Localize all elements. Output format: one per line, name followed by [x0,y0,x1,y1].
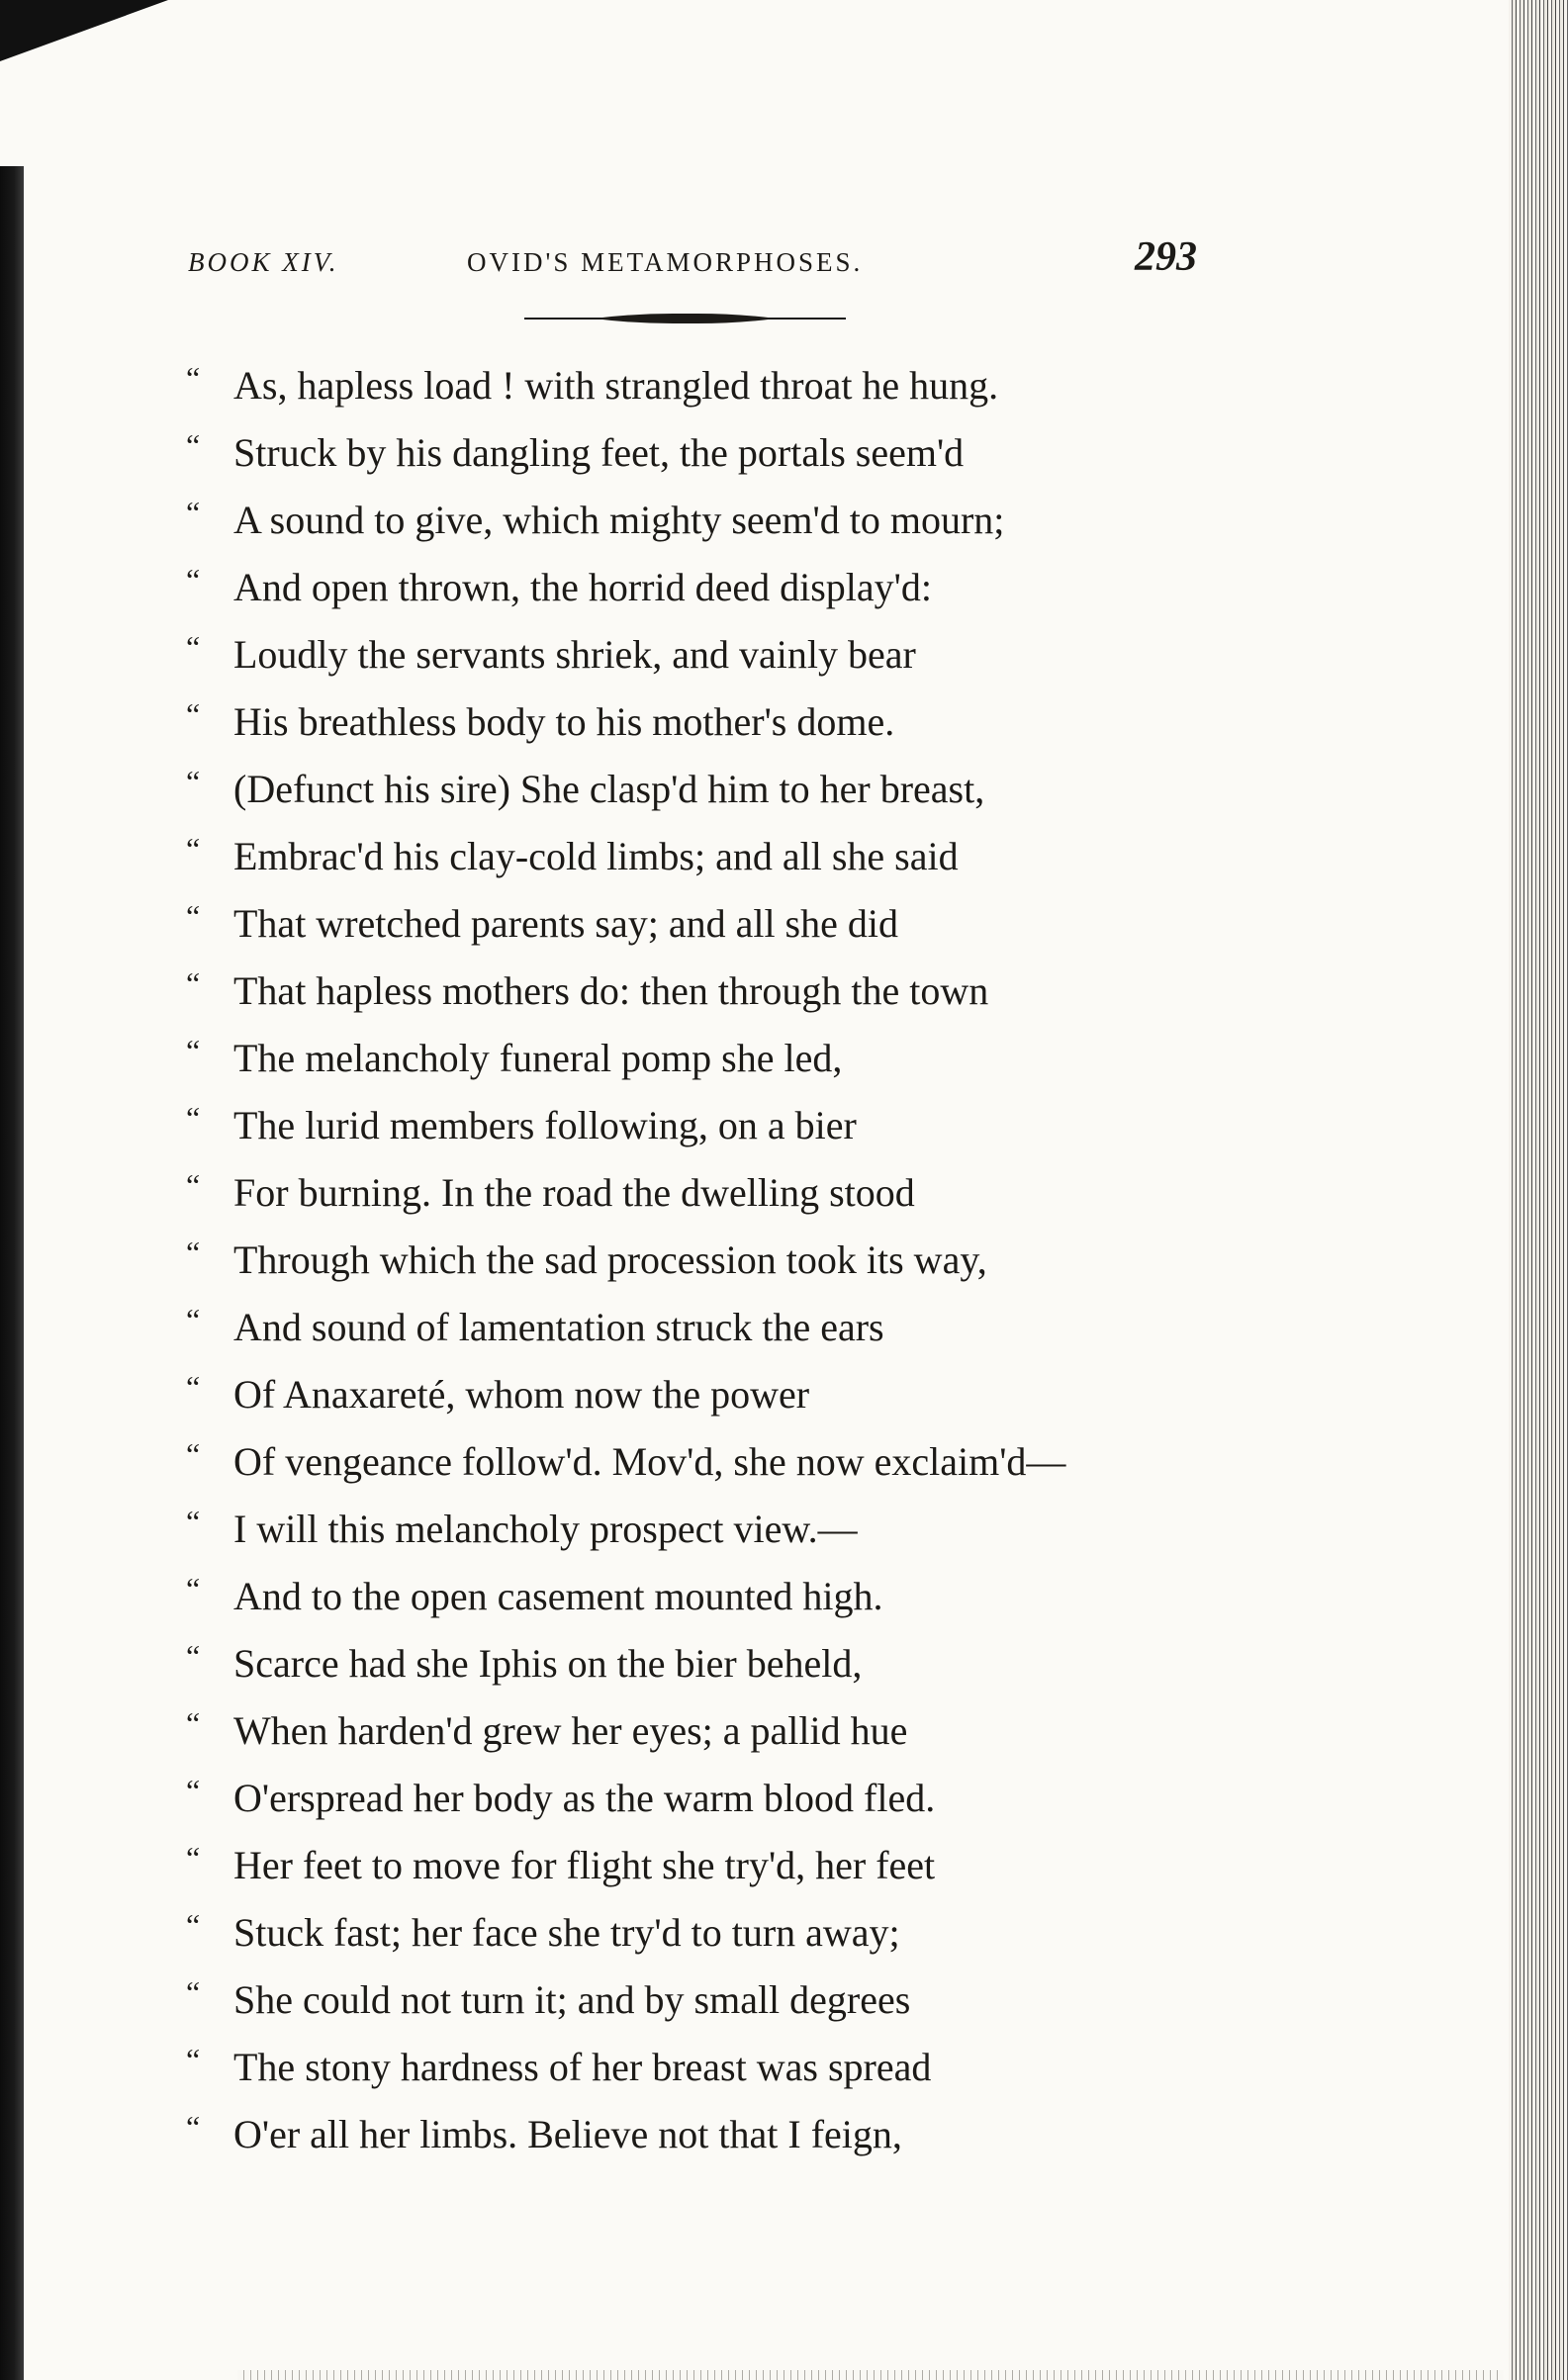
quote-mark: “ [186,1100,201,1136]
verse-line-text: The stony hardness of her breast was spread [233,2045,932,2089]
quote-mark: “ [186,629,201,665]
quote-mark: “ [186,1504,201,1539]
verse-line-text: Of vengeance follow'd. Mov'd, she now exclaim'd— [233,1439,1066,1484]
quote-mark: “ [186,1033,201,1068]
quote-mark: “ [186,360,201,396]
quote-mark: “ [186,965,201,1001]
verse-line [186,688,1205,756]
verse-line-text: (Defunct his sire) She clasp'd him to her breast, [233,767,985,811]
verse-text [186,352,1205,2168]
quote-mark: “ [186,1638,201,1674]
book-number: BOOK XIV. [188,247,339,277]
verse-line [186,1697,1205,1765]
verse-line-text: And to the open casement mounted high. [233,1574,883,1618]
verse-line [186,2101,1205,2168]
verse-line [186,1361,1205,1428]
quote-mark: “ [186,427,201,463]
verse-line [186,1025,1205,1092]
verse-line-text: That wretched parents say; and all she did [233,901,898,946]
quote-mark: “ [186,2042,201,2077]
verse-line-text: The melancholy funeral pomp she led, [233,1036,843,1080]
quote-mark: “ [186,495,201,530]
verse-line [186,1563,1205,1630]
quote-mark: “ [186,1235,201,1270]
verse-line [186,823,1205,890]
verse-line-text: That hapless mothers do: then through the town [233,968,989,1013]
verse-line [186,1428,1205,1496]
verse-line [186,1227,1205,1294]
quote-mark: “ [186,1302,201,1337]
quote-mark: “ [186,1907,201,1943]
book-binding-edge [0,166,24,2380]
page-number: 293 [1135,234,1197,280]
quote-mark: “ [186,1571,201,1606]
quote-mark: “ [186,2109,201,2145]
verse-line [186,487,1205,554]
verse-line-text: The lurid members following, on a bier [233,1103,857,1147]
verse-line [186,1159,1205,1227]
quote-mark: “ [186,1974,201,2010]
quote-mark: “ [186,1369,201,1405]
verse-line-text: His breathless body to his mother's dome. [233,699,895,744]
quote-mark: “ [186,562,201,597]
verse-line [186,1630,1205,1697]
quote-mark: “ [186,1840,201,1876]
verse-line-text: When harden'd grew her eyes; a pallid hue [233,1708,908,1753]
verse-line [186,1765,1205,1832]
verse-line [186,890,1205,958]
verse-line [186,1496,1205,1563]
quote-mark: “ [186,1167,201,1203]
verse-line-text: Loudly the servants shriek, and vainly bear [233,632,916,677]
verse-line-text: O'erspread her body as the warm blood fled. [233,1776,936,1820]
verse-line-text: O'er all her limbs. Believe not that I feign, [233,2112,902,2156]
quote-mark: “ [186,831,201,867]
verse-line [186,419,1205,487]
verse-line-text: A sound to give, which mighty seem'd to mourn; [233,498,1005,542]
verse-line [186,1832,1205,1899]
verse-line-text: As, hapless load ! with strangled throat he hung. [233,363,999,408]
page-corner-shadow [0,0,168,61]
verse-line-text: And open thrown, the horrid deed display'd: [233,565,932,609]
running-head [188,233,1197,293]
quote-mark: “ [186,1705,201,1741]
quote-mark: “ [186,764,201,799]
verse-line [186,958,1205,1025]
page-edge-stack [1509,0,1568,2380]
verse-line [186,2034,1205,2101]
verse-line [186,1294,1205,1361]
verse-line [186,352,1205,419]
verse-line-text: Embrac'd his clay-cold limbs; and all she said [233,834,959,878]
verse-line-text: Stuck fast; her face she try'd to turn away; [233,1910,900,1955]
verse-line-text: Her feet to move for flight she try'd, her feet [233,1843,936,1887]
ornamental-rule [524,313,846,324]
verse-line-text: Struck by his dangling feet, the portals seem'd [233,430,965,475]
verse-line [186,1899,1205,1967]
verse-line [186,1092,1205,1159]
quote-mark: “ [186,696,201,732]
work-title: OVID'S METAMORPHOSES. [467,247,864,277]
verse-line-text: She could not turn it; and by small degrees [233,1977,911,2022]
verse-line-text: Scarce had she Iphis on the bier beheld, [233,1641,863,1686]
quote-mark: “ [186,1773,201,1808]
verse-line-text: For burning. In the road the dwelling stood [233,1170,915,1215]
quote-mark: “ [186,898,201,934]
verse-line [186,621,1205,688]
quote-mark: “ [186,1436,201,1472]
verse-line-text: I will this melancholy prospect view.— [233,1507,858,1551]
verse-line [186,1967,1205,2034]
page-bottom-edge [237,2370,1504,2380]
verse-line-text: Through which the sad procession took its way, [233,1237,987,1282]
verse-line [186,756,1205,823]
verse-line-text: Of Anaxareté, whom now the power [233,1372,810,1417]
verse-line [186,554,1205,621]
verse-line-text: And sound of lamentation struck the ears [233,1305,884,1349]
